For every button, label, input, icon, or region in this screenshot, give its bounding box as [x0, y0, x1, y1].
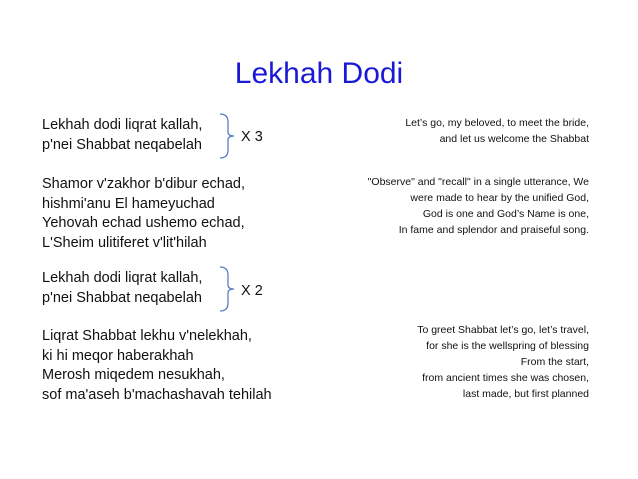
- verse-2-translation: [417, 323, 589, 403]
- text-line: hishmi'anu El hameyuchad: [42, 195, 215, 212]
- right-brace-icon: [218, 112, 240, 160]
- verse-1-transliteration: [42, 175, 245, 253]
- text-line: sof ma'aseh b'machashavah tehilah: [42, 386, 272, 403]
- text-line: last made, but first planned: [462, 387, 589, 400]
- text-line: Shamor v'zakhor b'dibur echad,: [42, 176, 246, 192]
- page-title: Lekhah Dodi: [234, 57, 404, 90]
- text-line: God is one and God’s Name is one,: [422, 207, 589, 220]
- text-line: Lekhah dodi liqrat kallah,: [42, 117, 203, 133]
- text-line: Merosh miqedem nesukhah,: [42, 367, 225, 384]
- text-line: L'Sheim ulitiferet v'lit'hilah: [42, 234, 207, 251]
- text-line: p'nei Shabbat neqabelah: [42, 289, 202, 306]
- text-line: from ancient times she was chosen,: [422, 371, 589, 384]
- text-line: In fame and splendor and praiseful song.: [398, 223, 589, 236]
- repeat-count-3: X 3: [241, 129, 263, 145]
- repeat-count-2: X 2: [241, 283, 263, 299]
- text-line: To greet Shabbat let’s go, let’s travel,: [417, 324, 589, 336]
- refrain-translation: [405, 116, 589, 148]
- refrain-1-transliteration: [42, 116, 202, 155]
- text-line: for she is the wellspring of blessing: [426, 339, 589, 352]
- text-line: Let’s go, my beloved, to meet the bride,: [405, 117, 589, 129]
- text-line: Liqrat Shabbat lekhu v'nelekhah,: [42, 328, 252, 344]
- verse-1-translation: [368, 175, 589, 239]
- text-line: Yehovah echad ushemo echad,: [42, 215, 245, 232]
- text-line: Lekhah dodi liqrat kallah,: [42, 270, 203, 286]
- text-line: "Observe" and "recall" in a single utterance, We: [367, 176, 589, 188]
- refrain-2-transliteration: [42, 269, 202, 308]
- text-line: From the start,: [520, 355, 589, 368]
- verse-2-transliteration: [42, 327, 272, 405]
- text-line: p'nei Shabbat neqabelah: [42, 136, 202, 153]
- text-line: and let us welcome the Shabbat: [439, 132, 589, 145]
- text-line: were made to hear by the unified God,: [410, 191, 589, 204]
- right-brace-icon: [218, 265, 240, 313]
- text-line: ki hi meqor haberakhah: [42, 347, 194, 364]
